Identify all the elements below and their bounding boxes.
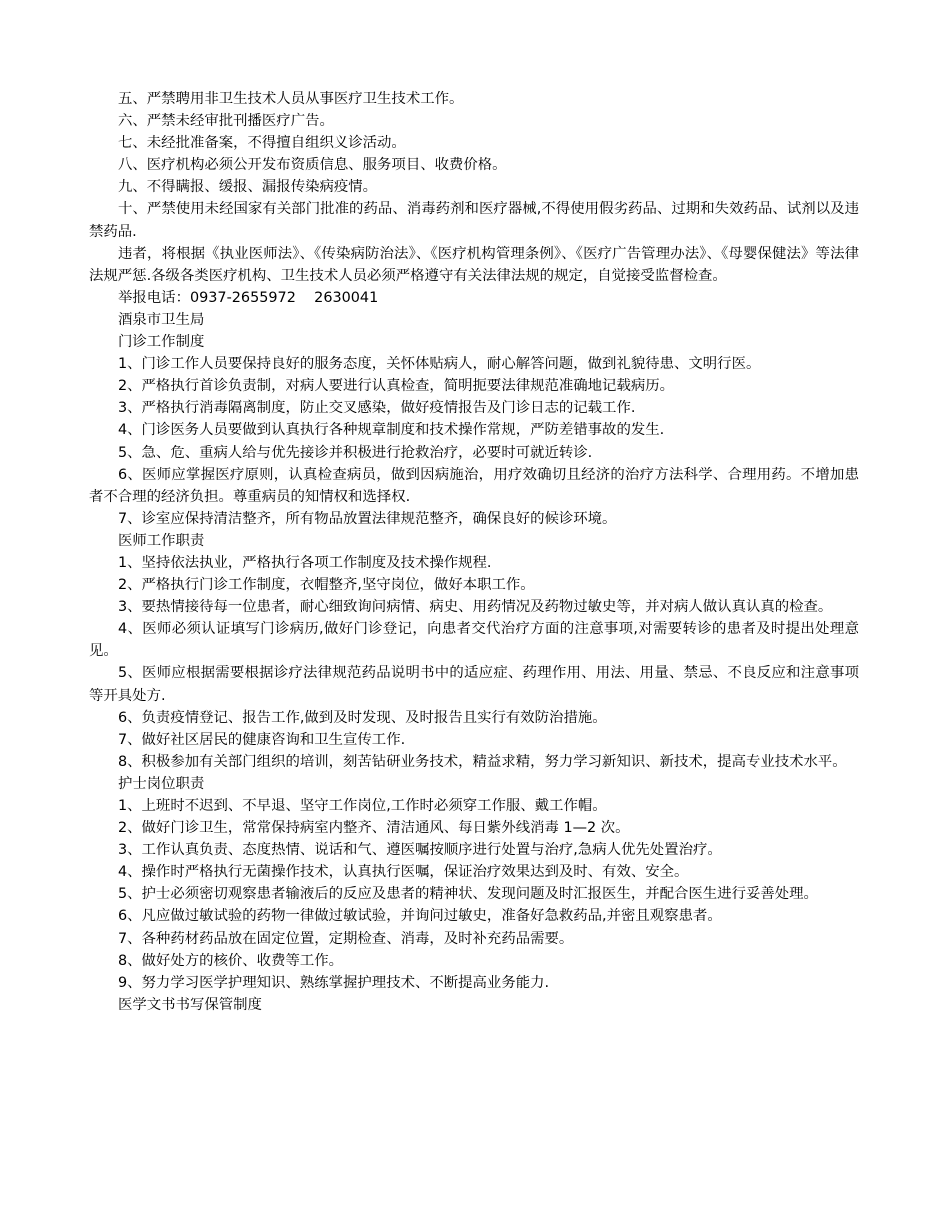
nurse-item-8: 8、做好处方的核价、收费等工作。 <box>118 952 344 969</box>
nurse-item-2: 2、做好门诊卫生，常常保持病室内整齐、清洁通风、每日紫外线消毒 1—2 次。 <box>118 820 630 837</box>
nurse-item-7: 7、各种药材药品放在固定位置，定期检查、消毒，及时补充药品需要。 <box>118 930 574 947</box>
section-heading-nurse: 护士岗位职责 <box>118 775 205 792</box>
paragraph-rule-6: 六、严禁未经审批刊播医疗广告。 <box>118 113 334 130</box>
physician-item-3: 3、要热情接待每一位患者，耐心细致询问病情、病史、用药情况及药物过敏史等，并对病人做认真认真的检查。 <box>118 599 833 616</box>
paragraph-rule-10: 十、严禁使用未经国家有关部门批准的药品、消毒药剂和医疗器械,不得使用假劣药品、过期和失效药品、试剂以及违禁药品. <box>89 201 859 240</box>
nurse-item-3: 3、工作认真负责、态度热情、说话和气、遵医嘱按顺序进行处置与治疗,急病人优先处置治疗。 <box>118 842 722 859</box>
physician-item-6: 6、负责疫情登记、报告工作,做到及时发现、及时报告且实行有效防治措施。 <box>118 709 607 726</box>
physician-item-8: 8、积极参加有关部门组织的培训，刻苦钻研业务技术，精益求精，努力学习新知识、新技术，提高专业技术水平。 <box>118 753 847 770</box>
outpatient-item-7: 7、诊室应保持清洁整齐，所有物品放置法律规范整齐，确保良好的候诊环境。 <box>118 510 617 527</box>
nurse-item-6: 6、凡应做过敏试验的药物一律做过敏试验，并询问过敏史，准备好急救药品,并密且观察患者。 <box>118 908 722 925</box>
report-phone: 举报电话：0937-2655972 2630041 <box>118 289 379 306</box>
nurse-item-5: 5、护士必须密切观察患者输液后的反应及患者的精神状、发现问题及时汇报医生，并配合医生进行妥善处理。 <box>118 886 818 903</box>
issuer-name: 酒泉市卫生局 <box>118 311 205 328</box>
paragraph-rule-5: 五、严禁聘用非卫生技术人员从事医疗卫生技术工作。 <box>118 91 464 107</box>
physician-item-2: 2、严格执行门诊工作制度，衣帽整齐,坚守岗位，做好本职工作。 <box>118 577 535 594</box>
outpatient-item-1: 1、门诊工作人员要保持良好的服务态度，关怀体贴病人，耐心解答问题，做到礼貌待患、文明行医。 <box>118 356 761 373</box>
outpatient-item-2: 2、严格执行首诊负责制，对病人要进行认真检查，简明扼要法律规范准确地记载病历。 <box>118 378 675 395</box>
outpatient-item-4: 4、门诊医务人员要做到认真执行各种规章制度和技术操作常规，严防差错事故的发生. <box>118 422 665 439</box>
nurse-item-4: 4、操作时严格执行无菌操作技术，认真执行医嘱，保证治疗效果达到及时、有效、安全。 <box>118 864 689 881</box>
section-heading-outpatient: 门诊工作制度 <box>118 334 205 351</box>
paragraph-penalty-notice: 违者，将根据《执业医师法》、《传染病防治法》、《医疗机构管理条例》、《医疗广告管理办法》、《母婴保健法》等法律法规严惩.各级各类医疗机构、卫生技术人员必须严格遵守有关法律法规的规定，自觉接受监督检查。 <box>89 245 859 284</box>
nurse-item-9: 9、努力学习医学护理知识、熟练掌握护理技术、不断提高业务能力. <box>118 974 550 991</box>
section-heading-physician: 医师工作职责 <box>118 532 205 549</box>
paragraph-rule-8: 八、医疗机构必须公开发布资质信息、服务项目、收费价格。 <box>118 157 507 174</box>
paragraph-rule-7: 七、未经批准备案，不得擅自组织义诊活动。 <box>118 135 406 152</box>
physician-item-1: 1、坚持依法执业，严格执行各项工作制度及技术操作规程. <box>118 554 492 571</box>
document-body <box>89 88 859 1016</box>
physician-item-5: 5、医师应根据需要根据诊疗法律规范药品说明书中的适应症、药理作用、用法、用量、禁忌、不良反应和注意事项等开具处方. <box>89 665 859 704</box>
outpatient-item-6: 6、医师应掌握医疗原则，认真检查病员，做到因病施治，用疗效确切且经济的治疗方法科学、合理用药。不增加患者不合理的经济负担。尊重病员的知情权和选择权. <box>89 466 859 505</box>
paragraph-rule-9: 九、不得瞒报、缓报、漏报传染病疫情。 <box>118 179 378 196</box>
nurse-item-1: 1、上班时不迟到、不早退、坚守工作岗位,工作时必须穿工作服、戴工作帽。 <box>118 798 607 814</box>
outpatient-item-5: 5、急、危、重病人给与优先接诊并积极进行抢救治疗，必要时可就近转诊. <box>118 444 593 461</box>
physician-item-7: 7、做好社区居民的健康咨询和卫生宣传工作. <box>118 731 406 748</box>
section-heading-medical-records: 医学文书书写保管制度 <box>118 996 262 1013</box>
outpatient-item-3: 3、严格执行消毒隔离制度，防止交叉感染，做好疫情报告及门诊日志的记载工作. <box>118 400 636 417</box>
physician-item-4: 4、医师必须认证填写门诊病历,做好门诊登记，向患者交代治疗方面的注意事项,对需要转诊的患者及时提出处理意见。 <box>89 621 859 660</box>
